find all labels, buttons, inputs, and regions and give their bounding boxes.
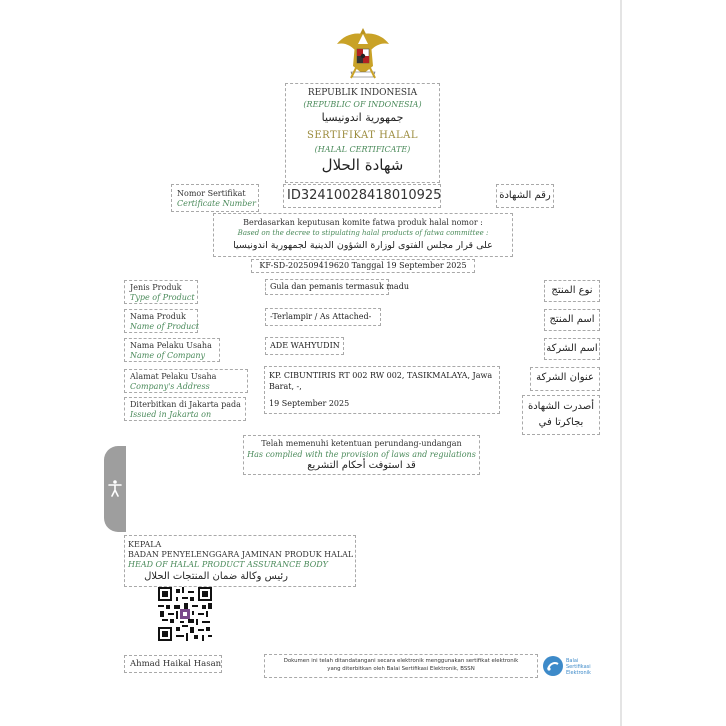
field-value-4-line2: Barat, -, — [269, 382, 302, 391]
certificate-title-ar: شهادة الحلال — [321, 156, 404, 174]
field-label-id-2: Nama Produk — [130, 312, 186, 321]
country-en: (REPUBLIC OF INDONESIA) — [303, 100, 422, 109]
field-label-ar-5-line2: بجاكرتا في — [538, 417, 584, 428]
field-label-ar-4: عنوان الشركة — [536, 372, 594, 383]
decree-line-en: Based on the decree to stipulating halal products of fatwa committee : — [237, 229, 489, 237]
field-label-id-5: Diterbitkan di Jakarta pada — [130, 400, 241, 409]
field-label-en-3: Name of Company — [130, 351, 206, 360]
field-label-en-5: Issued in Jakarta on — [130, 410, 212, 419]
bsre-text-2: Sertifikasi — [566, 664, 591, 670]
accessibility-icon — [106, 479, 124, 497]
signatory-role1: KEPALA — [128, 540, 162, 549]
bsre-text-3: Elektronik — [566, 670, 591, 676]
footer-note-line1: Dokumen ini telah ditandatangani secara elektronik menggunakan sertifikat elektronik — [283, 658, 519, 664]
bsre-logo-icon — [543, 656, 563, 676]
country-id: REPUBLIK INDONESIA — [307, 88, 418, 98]
field-label-en-1: Type of Product — [130, 293, 195, 302]
field-label-ar-1: نوع المنتج — [551, 285, 593, 296]
field-label-ar-2: اسم المنتج — [549, 314, 595, 325]
field-value-2: -Terlampir / As Attached- — [270, 312, 372, 321]
certificate-title-en: (HALAL CERTIFICATE) — [314, 145, 411, 154]
cert-number-label: Nomor Sertifikat — [177, 189, 246, 198]
signatory-role-en: HEAD OF HALAL PRODUCT ASSURANCE BODY — [128, 560, 328, 569]
viewer-background — [622, 0, 726, 726]
field-label-id-1: Jenis Produk — [130, 283, 182, 292]
cert-number-label-ar: رقم الشهادة — [499, 190, 551, 201]
bsre-text-1: Balai — [566, 658, 579, 664]
accessibility-button[interactable] — [104, 446, 126, 532]
compliance-line-en: Has complied with the provision of laws and regulations — [247, 450, 476, 459]
garuda-emblem — [333, 22, 393, 82]
qr-code — [158, 587, 212, 641]
field-label-en-2: Name of Product — [130, 322, 199, 331]
certificate-title: SERTIFIKAT HALAL — [306, 130, 419, 141]
field-label-en-4: Company's Address — [130, 382, 210, 391]
field-label-id-3: Nama Pelaku Usaha — [130, 341, 212, 350]
bsre-logo — [543, 656, 563, 676]
country-ar: جمهورية اندونيسيا — [321, 111, 404, 124]
compliance-line-id: Telah memenuhi ketentuan perundang-undangan — [261, 439, 462, 448]
signatory-role-ar: رئيس وكالة ضمان المنتجات الحلال — [144, 571, 288, 582]
cert-number-label-en: Certificate Number — [177, 199, 256, 208]
field-label-ar-3: اسم الشركة — [546, 343, 598, 354]
footer-note-line2: yang diterbitkan oleh Balai Sertifikasi Elektronik, BSSN — [327, 666, 475, 672]
field-label-id-4: Alamat Pelaku Usaha — [130, 372, 217, 381]
cert-number-value: ID32410028418010925 — [287, 188, 442, 203]
field-label-ar-5: أصدرت الشهادة — [527, 401, 595, 412]
field-value-3: ADE WAHYUDIN — [270, 341, 340, 350]
field-value-1: Gula dan pemanis termasuk madu — [270, 282, 409, 291]
compliance-line-ar: قد استوفت أحكام التشريع — [307, 460, 416, 471]
field-value-4: KP. CIBUNTIRIS RT 002 RW 002, TASIKMALAYA, Jawa — [269, 371, 493, 380]
decree-line-ar: على قرار مجلس الفتوى لوزارة الشؤون الدينية لجمهورية اندونيسيا — [233, 240, 493, 251]
signatory-name: Ahmad Haikal Hasan — [130, 659, 222, 669]
signatory-role2: BADAN PENYELENGGARA JAMINAN PRODUK HALAL — [128, 550, 354, 559]
field-value-5: 19 September 2025 — [269, 399, 350, 408]
decree-ref: KF-SD-202509419620 Tanggal 19 September 2025 — [259, 261, 467, 270]
decree-line-id: Berdasarkan keputusan komite fatwa produk halal nomor : — [243, 218, 483, 227]
